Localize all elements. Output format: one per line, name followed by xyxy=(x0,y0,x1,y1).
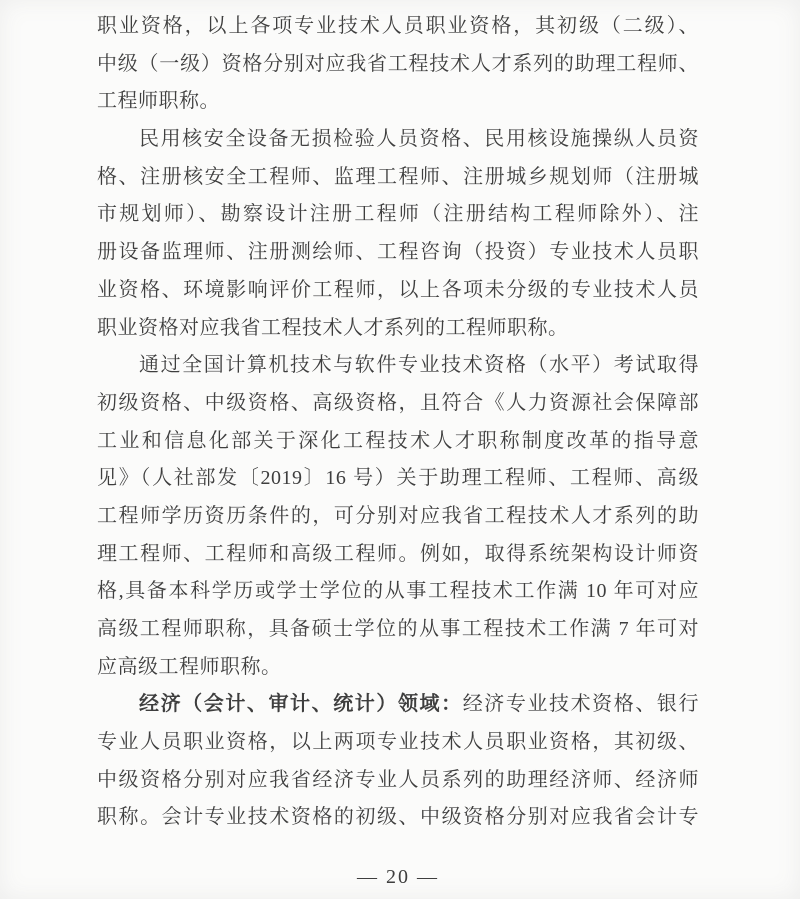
text-line: 应高级工程师职称。 xyxy=(97,655,282,678)
text-line: 工业和信息化部关于深化工程技术人才职称制度改革的指导意 xyxy=(97,429,699,452)
page-number: — 20 — xyxy=(357,866,439,888)
paragraph-heading: 经济（会计、审计、统计）领域： xyxy=(139,693,463,716)
document-text xyxy=(97,8,699,837)
text-line: 册设备监理师、注册测绘师、工程咨询（投资）专业技术人员职 xyxy=(97,241,699,264)
text-line: 民用核安全设备无损检验人员资格、民用核设施操纵人员资 xyxy=(139,128,699,151)
text-line: 初级资格、中级资格、高级资格，且符合《人力资源社会保障部 xyxy=(97,391,699,414)
text-line: 职业资格，以上各项专业技术人员职业资格，其初级（二级）、 xyxy=(97,15,699,37)
text-run: 经济专业技术资格、银行 xyxy=(462,693,700,716)
text-line: 工程师学历资历条件的，可分别对应我省工程技术人才系列的助 xyxy=(97,504,699,527)
text-line: 高级工程师职称，具备硕士学位的从事工程技术工作满 7 年可对 xyxy=(97,618,699,640)
text-line: 业资格、环境影响评价工程师，以上各项未分级的专业技术人员 xyxy=(97,278,699,301)
text-line: 理工程师、工程师和高级工程师。例如，取得系统架构设计师资 xyxy=(97,542,699,565)
text-line: 通过全国计算机技术与软件专业技术资格（水平）考试取得 xyxy=(139,354,699,377)
text-line xyxy=(97,686,699,724)
text-line: 见》（人社部发〔2019〕16 号）关于助理工程师、工程师、高级 xyxy=(97,467,699,490)
text-line: 专业人员职业资格，以上两项专业技术人员职业资格，其初级、 xyxy=(97,731,699,754)
text-line: 格,具备本科学历或学士学位的从事工程技术工作满 10 年可对应 xyxy=(97,580,699,603)
text-line: 中级资格分别对应我省经济专业人员系列的助理经济师、经济师 xyxy=(97,768,699,791)
text-line: 职称。会计专业技术资格的初级、中级资格分别对应我省会计专 xyxy=(97,806,699,829)
text-line: 格、注册核安全工程师、监理工程师、注册城乡规划师（注册城 xyxy=(97,165,699,188)
text-line: 市规划师）、勘察设计注册工程师（注册结构工程师除外）、注 xyxy=(97,203,699,226)
text-line: 职业资格对应我省工程技术人才系列的工程师职称。 xyxy=(97,316,569,339)
text-line: 中级（一级）资格分别对应我省工程技术人才系列的助理工程师、 xyxy=(97,52,699,75)
text-line: 工程师职称。 xyxy=(97,90,220,113)
